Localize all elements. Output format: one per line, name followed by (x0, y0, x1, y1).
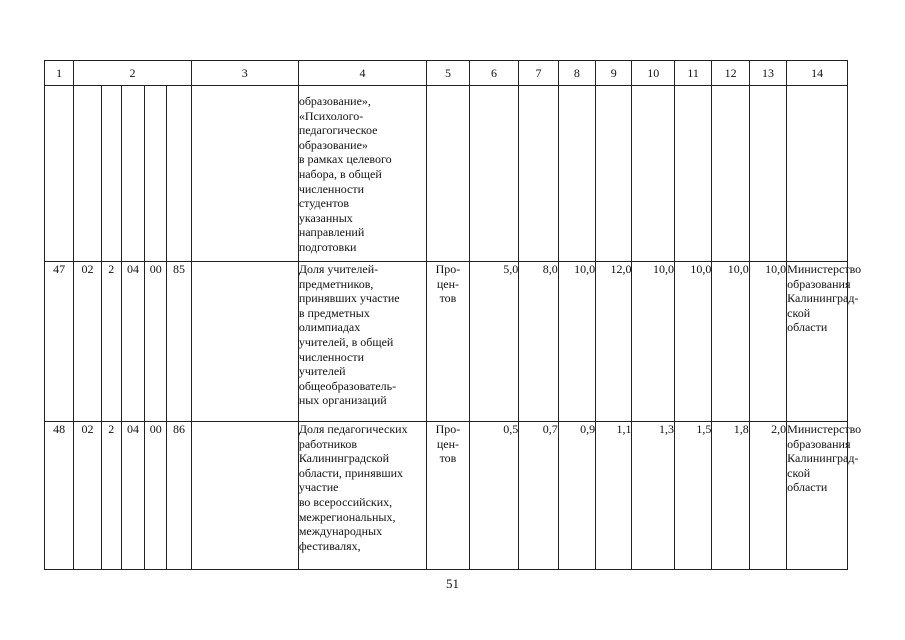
header-col-7: 7 (519, 61, 558, 86)
header-col-9: 9 (596, 61, 632, 86)
value-cell: 0,7 (519, 422, 558, 570)
value-cell: 10,0 (632, 262, 674, 422)
code-cell: 04 (121, 422, 144, 570)
header-row (45, 61, 848, 86)
value-cell: 0,5 (469, 422, 519, 570)
code-cell: 02 (74, 422, 101, 570)
code-cell: 2 (101, 262, 121, 422)
code-cell (74, 86, 101, 262)
value-cell: 1,5 (674, 422, 711, 570)
responsible-cell (787, 86, 848, 262)
responsible-cell: Министерство образования Калининград- ской области (787, 262, 848, 422)
header-col-2: 2 (74, 61, 191, 86)
value-cell: 10,0 (558, 262, 595, 422)
row-number: 48 (45, 422, 74, 570)
table-row (45, 422, 848, 570)
code-cell (145, 86, 167, 262)
value-cell: 0,9 (558, 422, 595, 570)
header-col-14: 14 (787, 61, 848, 86)
header-col-5: 5 (427, 61, 469, 86)
value-cell (519, 86, 558, 262)
value-cell (558, 86, 595, 262)
col3-cell (191, 262, 298, 422)
code-cell: 00 (145, 262, 167, 422)
value-cell: 12,0 (596, 262, 632, 422)
col3-cell (191, 86, 298, 262)
value-cell: 10,0 (749, 262, 786, 422)
header-col-11: 11 (674, 61, 711, 86)
value-cell: 10,0 (674, 262, 711, 422)
header-col-1: 1 (45, 61, 74, 86)
unit-cell (427, 86, 469, 262)
value-cell (596, 86, 632, 262)
code-cell (167, 86, 191, 262)
row-number (45, 86, 74, 262)
unit-cell: Про- цен- тов (427, 262, 469, 422)
value-cell: 10,0 (712, 262, 749, 422)
code-cell: 2 (101, 422, 121, 570)
indicators-table (44, 60, 862, 570)
header-col-12: 12 (712, 61, 749, 86)
code-cell: 02 (74, 262, 101, 422)
value-cell: 8,0 (519, 262, 558, 422)
value-cell: 2,0 (749, 422, 786, 570)
value-cell: 5,0 (469, 262, 519, 422)
header-col-8: 8 (558, 61, 595, 86)
code-cell: 00 (145, 422, 167, 570)
code-cell: 86 (167, 422, 191, 570)
indicator-text: образование», «Психолого- педагогическое образование» в рамках целевого набора, в общей численности студентов указанных направлений подготовки (298, 86, 426, 262)
value-cell (469, 86, 519, 262)
code-cell (121, 86, 144, 262)
header-col-3: 3 (191, 61, 298, 86)
value-cell (712, 86, 749, 262)
value-cell (749, 86, 786, 262)
value-cell: 1,8 (712, 422, 749, 570)
unit-cell: Про- цен- тов (427, 422, 469, 570)
col3-cell (191, 422, 298, 570)
value-cell (632, 86, 674, 262)
code-cell: 85 (167, 262, 191, 422)
table-row (45, 262, 848, 422)
header-col-6: 6 (469, 61, 519, 86)
value-cell: 1,1 (596, 422, 632, 570)
indicator-text: Доля педагогических работников Калининградской области, принявших участие во всероссийских, межрегиональных, международных фестивалях, (298, 422, 426, 570)
value-cell (674, 86, 711, 262)
code-cell: 04 (121, 262, 144, 422)
header-col-10: 10 (632, 61, 674, 86)
header-col-13: 13 (749, 61, 786, 86)
code-cell (101, 86, 121, 262)
value-cell: 1,3 (632, 422, 674, 570)
responsible-cell: Министерство образования Калининград- ской области (787, 422, 848, 570)
row-number: 47 (45, 262, 74, 422)
header-col-4: 4 (298, 61, 426, 86)
indicator-text: Доля учителей- предметников, принявших участие в предметных олимпиадах учителей, в общей численности учителей общеобразователь- ных организаций (298, 262, 426, 422)
table-row (45, 86, 848, 262)
page-number: 51 (446, 576, 459, 591)
